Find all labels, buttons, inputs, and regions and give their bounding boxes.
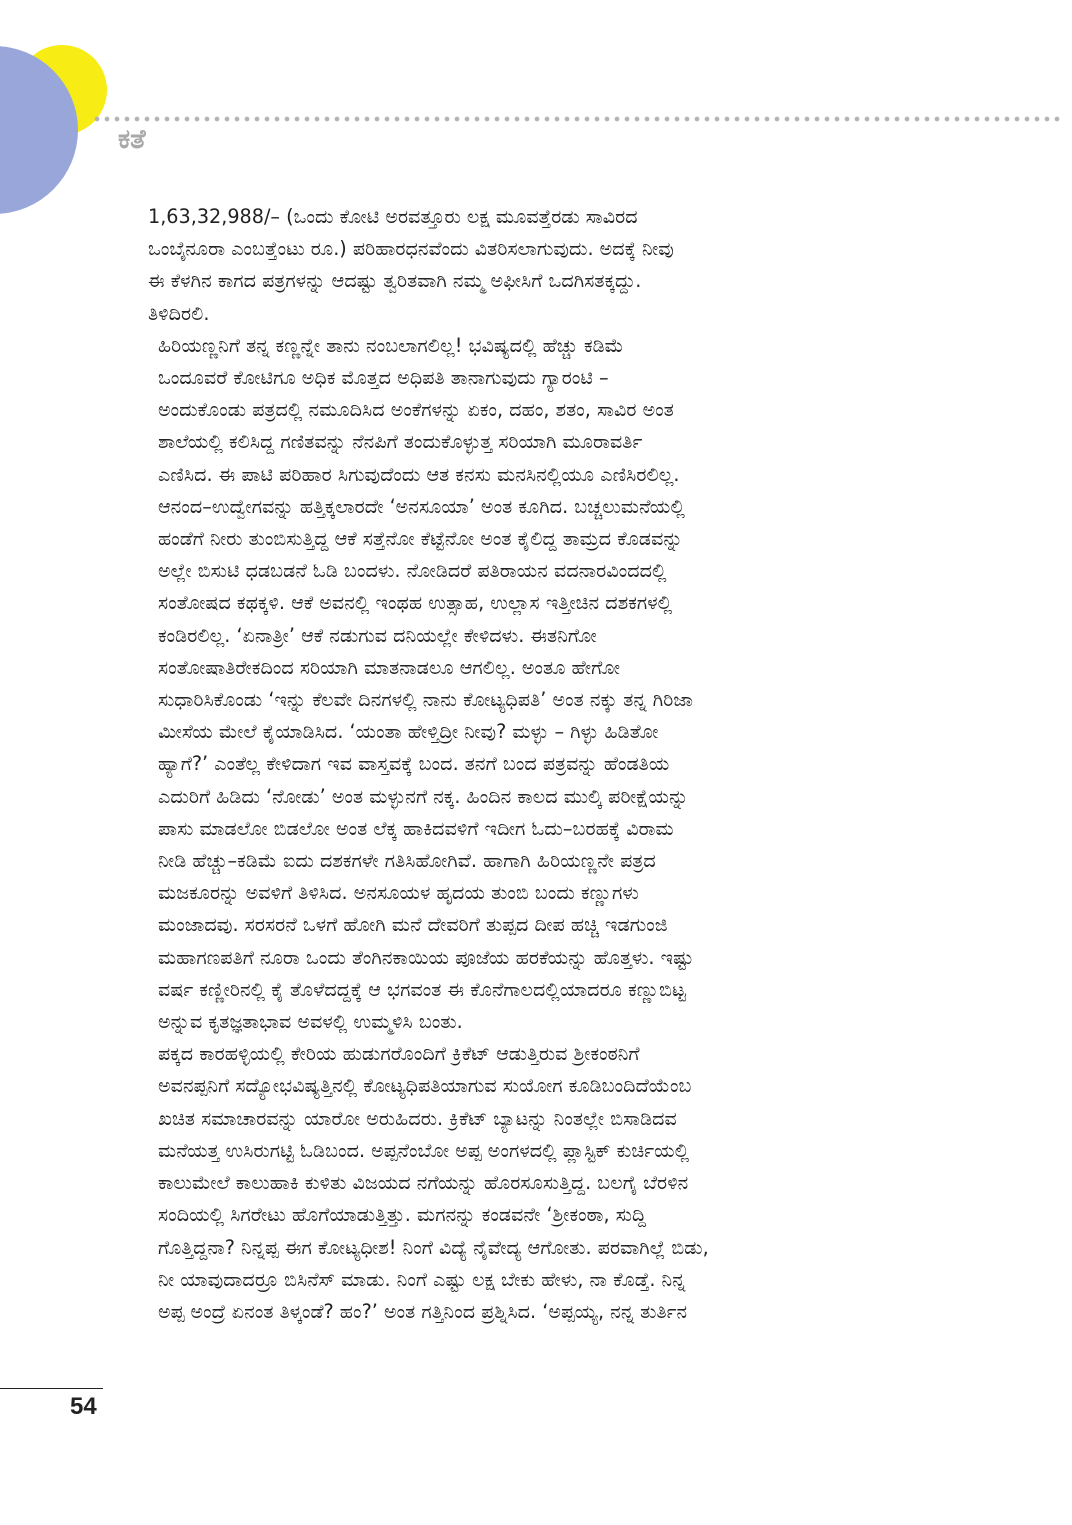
text-line: ಆನಂದ–ಉದ್ವೇಗವನ್ನು ಹತ್ತಿಕ್ಕಲಾರದೇ ‘ಅನಸೂಯಾ’ ಅಂತ ಕೂಗಿದ. ಬಚ್ಚಲುಮನೆಯಲ್ಲಿ — [158, 494, 685, 518]
story-paragraph — [148, 201, 904, 330]
text-line: ಎಣಿಸಿದ. ಈ ಪಾಟಿ ಪರಿಹಾರ ಸಿಗುವುದೆಂದು ಆತ ಕನಸು ಮನಸಿನಲ್ಲಿಯೂ ಎಣಿಸಿರಲಿಲ್ಲ. — [158, 462, 680, 486]
text-line: ಹಿರಿಯಣ್ಣನಿಗೆ ತನ್ನ ಕಣ್ಣನ್ನೇ ತಾನು ನಂಬಲಾಗಲಿಲ್ಲ! ಭವಿಷ್ಯದಲ್ಲಿ ಹೆಚ್ಚು ಕಡಿಮೆ — [158, 333, 624, 357]
text-line: ಕಂಡಿರಲಿಲ್ಲ. ‘ಏನಾತ್ರೀ’ ಆಕೆ ನಡುಗುವ ದನಿಯಲ್ಲೇ ಕೇಳಿದಳು. ಈತನಿಗೋ — [158, 623, 597, 647]
footer-rule — [0, 1388, 103, 1389]
story-paragraph — [148, 1038, 904, 1328]
text-line: ಅವನಪ್ಪನಿಗೆ ಸದ್ಯೋಭವಿಷ್ಯತ್ತಿನಲ್ಲಿ ಕೋಟ್ಯಧಿಪತಿಯಾಗುವ ಸುಯೋಗ ಕೂಡಿಬಂದಿದೆಯೆಂಬ — [158, 1074, 692, 1098]
text-line: 1,63,32,988/– (ಒಂದು ಕೋಟಿ ಅರವತ್ತೂರು ಲಕ್ಷ ಮೂವತ್ತೆರಡು ಸಾವಿರದ — [148, 205, 638, 228]
corner-decoration — [0, 0, 140, 220]
text-line: ಸಂತೋಷದ ಕಥಕ್ಕಳಿ. ಆಕೆ ಅವನಲ್ಲಿ ಇಂಥಹ ಉತ್ಸಾಹ, ಉಲ್ಲಾಸ ಇತ್ತೀಚಿನ ದಶಕಗಳಲ್ಲಿ — [158, 591, 673, 615]
text-line: ಒಂದೂವರೆ ಕೋಟಿಗೂ ಅಧಿಕ ಮೊತ್ತದ ಅಧಿಪತಿ ತಾನಾಗುವುದು ಗ್ಯಾರಂಟಿ – — [158, 366, 609, 390]
text-line: ಸುಧಾರಿಸಿಕೊಂಡು ‘ಇನ್ನು ಕೆಲವೇ ದಿನಗಳಲ್ಲಿ ನಾನು ಕೋಟ್ಯಧಿಪತಿ’ ಅಂತ ನಕ್ಕು ತನ್ನ ಗಿರಿಜಾ — [158, 688, 694, 712]
story-paragraph — [148, 330, 904, 1038]
text-line: ಪಾಸು ಮಾಡಲೋ ಬಿಡಲೋ ಅಂತ ಲೆಕ್ಕ ಹಾಕಿದವಳಿಗೆ ಇದೀಗ ಓದು–ಬರಹಕ್ಕೆ ವಿರಾಮ — [158, 816, 674, 840]
text-line: ನೀ ಯಾವುದಾದರ‍್ರೂ ಬಿಸಿನೆಸ್ ಮಾಡು. ನಿಂಗೆ ಎಷ್ಟು ಲಕ್ಷ ಬೇಕು ಹೇಳು, ನಾ ಕೊಡ್ತೆ. ನಿನ್ನ — [158, 1267, 686, 1291]
text-line: ಅನ್ನುವ ಕೃತಜ್ಞತಾಭಾವ ಅವಳಲ್ಲಿ ಉಮ್ಮಳಿಸಿ ಬಂತು. — [158, 1010, 463, 1034]
text-line: ಹಂಡೆಗೆ ನೀರು ತುಂಬಿಸುತ್ತಿದ್ದ ಆಕೆ ಸತ್ತೆನೋ ಕೆಟ್ಟೆನೋ ಅಂತ ಕೈಲಿದ್ದ ತಾಮ್ರದ ಕೊಡವನ್ನು — [158, 527, 683, 551]
text-line: ಮೀಸೆಯ ಮೇಲೆ ಕೈಯಾಡಿಸಿದ. ‘ಯಂತಾ ಹೇಳ್ತಿದ್ರೀ ನೀವು? ಮಳ್ಳು – ಗಿಳ್ಳು ಹಿಡಿತೋ — [158, 720, 659, 744]
page-number: 54 — [70, 1393, 97, 1420]
text-line: ಹ್ಯಾಗೆ?’ ಎಂತೆಲ್ಲ ಕೇಳಿದಾಗ ಇವ ವಾಸ್ತವಕ್ಕೆ ಬಂದ. ತನಗೆ ಬಂದ ಪತ್ರವನ್ನು ಹೆಂಡತಿಯ — [158, 752, 670, 776]
text-line: ಮನೆಯತ್ತ ಉಸಿರುಗಟ್ಟಿ ಓಡಿಬಂದ. ಅಪ್ಪನೆಂಬೋ ಅಪ್ಪ ಅಂಗಳದಲ್ಲಿ ಪ್ಲಾಸ್ಟಿಕ್ ಕುರ್ಚಿಯಲ್ಲಿ — [158, 1138, 690, 1162]
text-line: ಕಾಲುಮೇಲೆ ಕಾಲುಹಾಕಿ ಕುಳಿತು ವಿಜಯದ ನಗೆಯನ್ನು ಹೊರಸೂಸುತ್ತಿದ್ದ. ಬಲಗೈ ಬೆರಳಿನ — [158, 1171, 689, 1195]
text-line: ವರ್ಷ ಕಣ್ಣೀರಿನಲ್ಲಿ ಕೈ ತೊಳೆದದ್ದಕ್ಕೆ ಆ ಭಗವಂತ ಈ ಕೊನೆಗಾಲದಲ್ಲಿಯಾದರೂ ಕಣ್ಣುಬಿಟ್ಟ — [158, 977, 686, 1001]
text-line: ಮಜಕೂರನ್ನು ಅವಳಿಗೆ ತಿಳಿಸಿದ. ಅನಸೂಯಳ ಹೃದಯ ತುಂಬಿ ಬಂದು ಕಣ್ಣುಗಳು — [158, 881, 639, 905]
text-line: ಮಂಜಾದವು. ಸರಸರನೆ ಒಳಗೆ ಹೋಗಿ ಮನೆ ದೇವರಿಗೆ ತುಪ್ಪದ ದೀಪ ಹಚ್ಚಿ ಇಡಗುಂಜಿ — [158, 913, 668, 937]
text-line: ಖಚಿತ ಸಮಾಚಾರವನ್ನು ಯಾರೋ ಅರುಹಿದರು. ಕ್ರಿಕೆಟ್ ಬ್ಯಾಟನ್ನು ನಿಂತಲ್ಲೇ ಬಿಸಾಡಿದವ — [158, 1106, 677, 1130]
section-label: ಕತೆ — [118, 124, 146, 155]
text-line: ನೀಡಿ ಹೆಚ್ಚು–ಕಡಿಮೆ ಐದು ದಶಕಗಳೇ ಗತಿಸಿಹೋಗಿವೆ. ಹಾಗಾಗಿ ಹಿರಿಯಣ್ಣನೇ ಪತ್ರದ — [158, 849, 656, 873]
text-line: ಅಂದುಕೊಂಡು ಪತ್ರದಲ್ಲಿ ನಮೂದಿಸಿದ ಅಂಕೆಗಳನ್ನು ಏಕಂ, ದಹಂ, ಶತಂ, ಸಾವಿರ ಅಂತ — [158, 398, 674, 422]
text-line: ಅಪ್ಪ ಅಂದ್ರೆ ಏನಂತ ತಿಳ್ಕಂಡೆ? ಹಂ?’ ಅಂತ ಗತ್ತಿನಿಂದ ಪ್ರಶ್ನಿಸಿದ. ‘ಅಪ್ಪಯ್ಯ, ನನ್ನ ತುರ್ತಿನ — [158, 1299, 688, 1323]
story-text — [148, 201, 904, 1328]
text-line: ಮಹಾಗಣಪತಿಗೆ ನೂರಾ ಒಂದು ತೆಂಗಿನಕಾಯಿಯ ಪೂಜೆಯ ಹರಕೆಯನ್ನು ಹೊತ್ತಳು. ಇಷ್ಟು — [158, 945, 694, 969]
text-line: ಒಂಬೈನೂರಾ ಎಂಬತ್ತೆಂಟು ರೂ.) ಪರಿಹಾರಧನವೆಂದು ವಿತರಿಸಲಾಗುವುದು. ಅದಕ್ಕೆ ನೀವು — [148, 237, 674, 261]
text-line: ಅಲ್ಲೇ ಬಿಸುಟಿ ಧಡಬಡನೆ ಓಡಿ ಬಂದಳು. ನೋಡಿದರೆ ಪತಿರಾಯನ ವದನಾರವಿಂದದಲ್ಲಿ — [158, 559, 667, 583]
text-line: ಎದುರಿಗೆ ಹಿಡಿದು ‘ನೋಡು’ ಅಂತ ಮಳ್ಳುನಗೆ ನಕ್ಕ. ಹಿಂದಿನ ಕಾಲದ ಮುಲ್ಕಿ ಪರೀಕ್ಷೆಯನ್ನು — [158, 784, 689, 808]
text-line: ಸಂತೋಷಾತಿರೇಕದಿಂದ ಸರಿಯಾಗಿ ಮಾತನಾಡಲೂ ಆಗಲಿಲ್ಲ. ಅಂತೂ ಹೇಗೋ — [158, 655, 621, 679]
text-line: ಶಾಲೆಯಲ್ಲಿ ಕಲಿಸಿದ್ದ ಗಣಿತವನ್ನು ನೆನಪಿಗೆ ತಂದುಕೊಳ್ಳುತ್ತ ಸರಿಯಾಗಿ ಮೂರಾವರ್ತಿ — [158, 430, 643, 454]
text-line: ಸಂದಿಯಲ್ಲಿ ಸಿಗರೇಟು ಹೊಗೆಯಾಡುತ್ತಿತ್ತು. ಮಗನನ್ನು ಕಂಡವನೇ ‘ಶ್ರೀಕಂಠಾ, ಸುದ್ದಿ — [158, 1203, 647, 1227]
text-line: ಈ ಕೆಳಗಿನ ಕಾಗದ ಪತ್ರಗಳನ್ನು ಆದಷ್ಟು ತ್ವರಿತವಾಗಿ ನಮ್ಮ ಅಫೀಸಿಗೆ ಒದಗಿಸತಕ್ಕದ್ದು. — [148, 269, 642, 293]
text-line: ಪಕ್ಕದ ಕಾರಹಳ್ಳಿಯಲ್ಲಿ ಕೇರಿಯ ಹುಡುಗರೊಂದಿಗೆ ಕ್ರಿಕೆಟ್ ಆಡುತ್ತಿರುವ ಶ್ರೀಕಂಠನಿಗೆ — [158, 1042, 640, 1066]
text-line: ತಿಳಿದಿರಲಿ. — [148, 301, 210, 325]
text-line: ಗೊತ್ತಿದ್ದನಾ? ನಿನ್ನಪ್ಪ ಈಗ ಕೋಟ್ಯಧೀಶ! ನಿಂಗೆ ವಿದ್ಯೆ ನೈವೇದ್ಯ ಆಗೋತು. ಪರವಾಗಿಲ್ಲೆ ಬಿಡು, — [158, 1235, 709, 1259]
dotted-header-rule — [92, 116, 1064, 122]
